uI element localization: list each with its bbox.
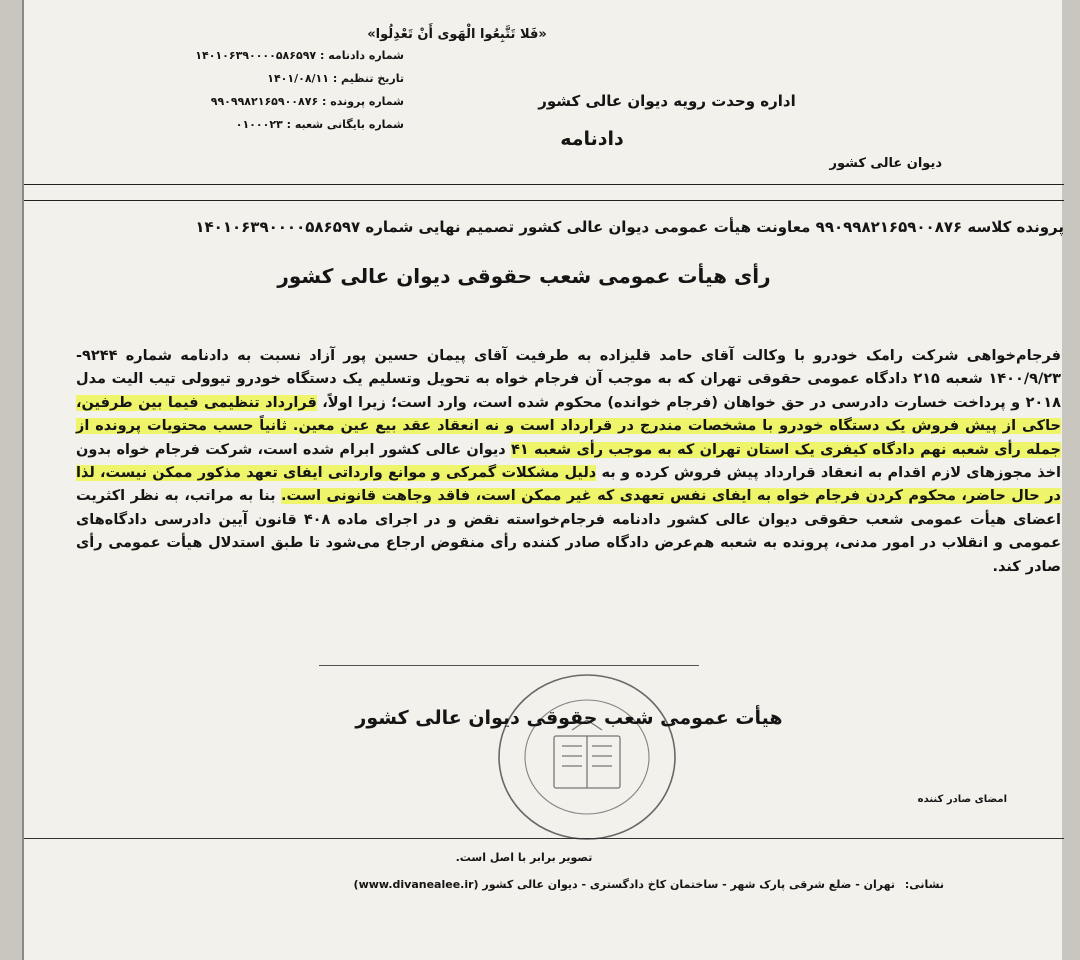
ruling-title: رأی هیأت عمومی شعب حقوقی دیوان عالی کشور xyxy=(277,264,771,288)
official-seal xyxy=(492,668,682,846)
header-motto: «فَلا تَتَّبِعُوا الْهَوی أَنْ تَعْدِلُوا» xyxy=(367,27,547,42)
organization-name: اداره وحدت رویه دیوان عالی کشور xyxy=(538,92,796,110)
meta-label: تاریخ تنظیم : xyxy=(332,72,404,85)
address-label: نشانی: xyxy=(904,878,944,891)
meta-row-date xyxy=(134,67,404,90)
signer-name: هیأت عمومی شعب حقوقی دیوان عالی کشور xyxy=(355,707,783,729)
document-type: دادنامه xyxy=(560,128,624,150)
highlighted-text: قرارداد تنظیمی فیما بین طرفین، حاکی از پیش فروش یک دستگاه خودرو با مشخصات مندرج در قرارداد است و نه انعقاد عقد بیع عین معین. ثانیاً حسب محتویات پرونده از جمله رأی شعبه نهم دادگاه کیفری یک استان تهران که به موجب رأی شعبه ۴۱ xyxy=(76,394,1061,458)
highlighted-text: دلیل مشکلات گمرکی و موانع وارداتی ایفای تعهد مذکور ممکن نیست، لذا در حال حاضر، محکوم کردن فرجام خواه به ایفای نفس تعهدی که غیر ممکن است، فاقد وجاهت قانونی است. xyxy=(76,465,1061,505)
body-text: فرجام‌خواهی شرکت رامک خودرو با وکالت آقای حامد قلیزاده به طرفیت آقای پیمان حسین پور آزاد نسبت به دادنامه شماره ۹۲۴۴- ۱۴۰۰/۹/۲۳ شعبه ۲۱۵ دادگاه عمومی حقوقی تهران که به موجب آن فرجام خواه به تحویل وتسلیم یک دستگاه خودرو تیوولی تیب الیت مدل ۲۰۱۸ و پرداخت خسارت دادرسی در حق خواهان (فرجام خوانده) محکوم شده است، وارد است؛ زیرا اولاً، xyxy=(76,348,1061,411)
ruling-body xyxy=(76,345,1061,579)
meta-value: ۹۹۰۹۹۸۲۱۶۵۹۰۰۸۷۶ xyxy=(210,95,319,108)
body-text: دیوان عالی کشور ابرام شده است، شرکت فرجام خواه بدون اخذ مجوزهای لازم اقدام به انعقاد قرارداد پیش فروش کرده و به xyxy=(76,441,1061,482)
meta-value: ۱۴۰۱/۰۸/۱۱ xyxy=(267,72,329,85)
header-divider xyxy=(24,184,1064,185)
document-page xyxy=(22,0,1062,960)
header-divider xyxy=(24,200,1064,201)
meta-row-archive-number xyxy=(134,113,404,136)
meta-label: شماره بایگانی شعبه : xyxy=(286,118,404,131)
scales-icon xyxy=(554,720,620,788)
meta-row-verdict-number xyxy=(134,44,404,67)
meta-value: ۰۱۰۰۰۲۳ xyxy=(235,118,283,131)
meta-row-case-number xyxy=(134,90,404,113)
case-reference: پرونده کلاسه ۹۹۰۹۹۸۲۱۶۵۹۰۰۸۷۶ معاونت هیأت عمومی دیوان عالی کشور تصمیم نهایی شماره ۱۴۰۱۰۶۳۹۰۰۰۰۵۸۶۵۹۷ xyxy=(195,218,1064,236)
body-text: بنا به مراتب، به نظر اکثریت اعضای هیأت عمومی شعب حقوقی دیوان عالی کشور دادنامه فرجام‌خواسته نقض و در اجرای ماده ۴۰۸ قانون آیین دادرسی دادگاه‌های عمومی و انقلاب در امور مدنی، پرونده به شعبه هم‌عرض دادگاه صادر کننده رأی منقوض ارجاع می‌شود تا طبق استدلال هیأت عمومی رأی صادر کند. xyxy=(76,488,1061,575)
meta-label: شماره پرونده : xyxy=(322,95,404,108)
court-label: دیوان عالی کشور xyxy=(829,156,942,171)
footer-address xyxy=(224,878,944,891)
signature-label: امضای صادر کننده xyxy=(917,794,1007,805)
document-meta xyxy=(134,44,404,136)
signature-line xyxy=(319,665,699,666)
footer-divider xyxy=(24,838,1064,839)
meta-label: شماره دادنامه : xyxy=(319,49,404,62)
address-text: تهران - ضلع شرقی پارک شهر - ساختمان کاخ دادگستری - دیوان عالی کشور (www.divanealee.ir) xyxy=(353,878,896,891)
certified-copy-note: تصویر برابر با اصل است. xyxy=(455,851,593,864)
meta-value: ۱۴۰۱۰۶۳۹۰۰۰۰۵۸۶۵۹۷ xyxy=(195,49,317,62)
